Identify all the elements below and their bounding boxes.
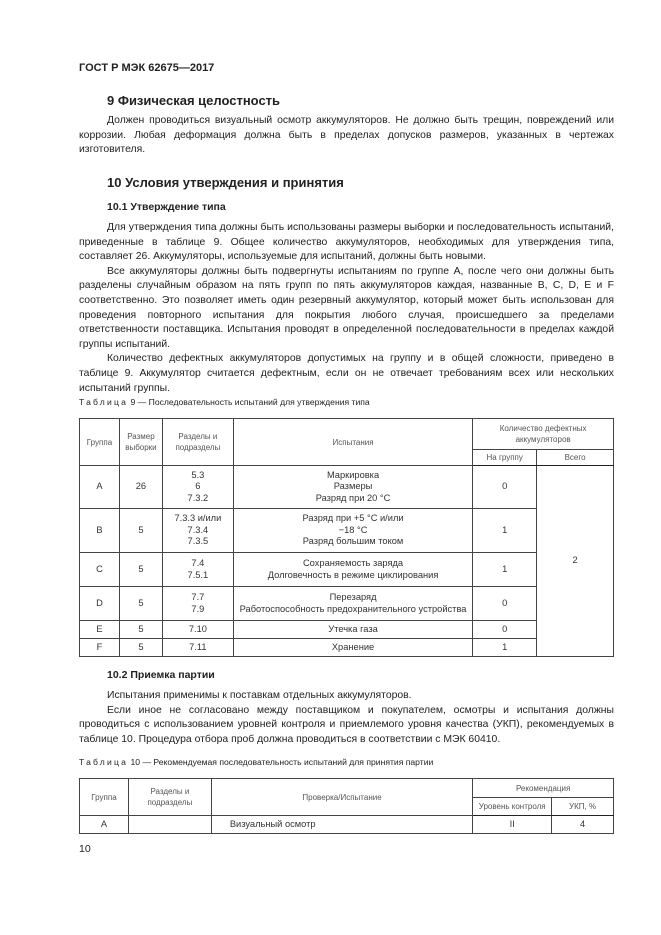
section-10-1-body bbox=[79, 221, 614, 396]
cell-tests bbox=[233, 466, 472, 509]
header-defects: Количество дефектных аккумуляторов bbox=[473, 419, 614, 450]
header-total: Всего bbox=[537, 450, 614, 466]
cell-per-group: 1 bbox=[473, 509, 537, 553]
test-name: Разряд большим током bbox=[302, 536, 404, 547]
paragraph: Если иное не согласовано между поставщиком и покупателем, осмотры и испытания должны проводиться с использованием уровней контроля и приемлемого уровня качества (УКП), рекомендуемых в таблице 10. Процедура отбора проб должна проводиться в соответствии с МЭК 60410. bbox=[79, 704, 614, 745]
paragraph: Все аккумуляторы должны быть подвергнуты испытаниям по группе А, после чего они должны быть разделены случайным образом на пять групп по пять аккумуляторов каждая, названные B, C, D, E и F соответственно. Это позволяет иметь один резервный аккумулятор, который может быть использован для проведения повторного испытания для покрытия любого случая, происшедшего за пределами ответственности поставщика. Испытания проводят в определенной последовательности в пределах каждой группы испытаний. bbox=[79, 265, 614, 350]
cell-total: 2 bbox=[537, 466, 614, 657]
cell-sample: 5 bbox=[119, 621, 162, 639]
cell-sample: 26 bbox=[119, 466, 162, 509]
section-ref: 7.3.3 и/или bbox=[174, 513, 222, 524]
cell-group: D bbox=[80, 587, 120, 621]
table-row bbox=[80, 587, 614, 621]
section-ref: 7.5.1 bbox=[187, 569, 209, 580]
cell-per-group: 0 bbox=[473, 466, 537, 509]
test-name: Сохраняемость заряда bbox=[302, 558, 404, 568]
cell-sections bbox=[128, 816, 211, 834]
section-ref: 7.4 bbox=[191, 558, 205, 568]
section-10-title: 10 Условия утверждения и принятия bbox=[107, 175, 344, 190]
section-ref: 7.3.4 bbox=[187, 524, 209, 535]
cell-check: Визуальный осмотр bbox=[211, 816, 472, 834]
section-ref: 7.3.5 bbox=[187, 536, 209, 547]
test-name: Маркировка bbox=[326, 469, 380, 480]
cell-group: A bbox=[80, 466, 120, 509]
cell-sections bbox=[162, 509, 233, 553]
table-row bbox=[80, 639, 614, 657]
header-aql: УКП, % bbox=[552, 798, 614, 816]
header-group: Группа bbox=[80, 779, 129, 816]
cell-per-group: 0 bbox=[473, 587, 537, 621]
table-row bbox=[80, 466, 614, 509]
header-level: Уровень контроля bbox=[473, 798, 552, 816]
document-header: ГОСТ Р МЭК 62675—2017 bbox=[79, 62, 215, 74]
header-group: Группа bbox=[80, 419, 120, 466]
cell-group: B bbox=[80, 509, 120, 553]
header-sample: Размер выборки bbox=[119, 419, 162, 466]
section-10-1-title: 10.1 Утверждение типа bbox=[107, 201, 226, 213]
cell-sample: 5 bbox=[119, 639, 162, 657]
caption-prefix: Таблица bbox=[79, 757, 129, 767]
cell-per-group: 0 bbox=[473, 621, 537, 639]
cell-per-group: 1 bbox=[473, 639, 537, 657]
table-9 bbox=[79, 418, 614, 657]
section-9-title: 9 Физическая целостность bbox=[107, 93, 281, 108]
caption-prefix: Таблица bbox=[79, 397, 129, 407]
header-sections: Разделы и подразделы bbox=[162, 419, 233, 466]
table-row bbox=[80, 621, 614, 639]
test-name: Работоспособность предохранительного устройства bbox=[239, 603, 467, 614]
table-10-caption bbox=[79, 757, 433, 767]
section-ref: 6 bbox=[195, 481, 201, 492]
cell-tests: Хранение bbox=[233, 639, 472, 657]
header-sections: Разделы и подразделы bbox=[128, 779, 211, 816]
cell-group: F bbox=[80, 639, 120, 657]
cell-sections bbox=[162, 466, 233, 509]
header-recommendation: Рекомендация bbox=[473, 779, 614, 798]
cell-sample: 5 bbox=[119, 509, 162, 553]
cell-per-group: 1 bbox=[473, 553, 537, 587]
cell-group: C bbox=[80, 553, 120, 587]
header-per-group: На группу bbox=[473, 450, 537, 466]
cell-tests bbox=[233, 587, 472, 621]
caption-text: 10 — Рекомендуемая последовательность испытаний для принятия партии bbox=[128, 757, 434, 767]
header-check: Проверка/Испытание bbox=[211, 779, 472, 816]
paragraph: Должен проводиться визуальный осмотр аккумуляторов. Не должно быть трещин, повреждений или коррозии. Любая деформация должна быть в пределах допусков размеров, указанных в чертежах изготовителя. bbox=[79, 115, 614, 156]
section-ref: 5.3 bbox=[191, 469, 205, 480]
cell-sections bbox=[162, 553, 233, 587]
table-10 bbox=[79, 778, 614, 834]
test-name: Разряд при 20 °С bbox=[315, 492, 391, 503]
section-9-body bbox=[79, 114, 614, 158]
page-number: 10 bbox=[79, 843, 91, 855]
section-10-2-title: 10.2 Приемка партии bbox=[107, 669, 215, 681]
cell-sections bbox=[162, 587, 233, 621]
test-name: Разряд при +5 °С и/или bbox=[302, 513, 404, 524]
cell-tests bbox=[233, 553, 472, 587]
test-name: −18 °С bbox=[338, 524, 368, 535]
test-name: Долговечность в режиме циклирования bbox=[267, 569, 439, 580]
section-ref: 7.3.2 bbox=[187, 492, 209, 503]
paragraph: Испытания применимы к поставкам отдельных аккумуляторов. bbox=[107, 690, 412, 701]
test-name: Перезаряд bbox=[329, 592, 377, 602]
test-name: Размеры bbox=[333, 481, 373, 492]
cell-group: A bbox=[80, 816, 129, 834]
table-row bbox=[80, 509, 614, 553]
paragraph: Для утверждения типа должны быть использованы размеры выборки и последовательность испытаний, приведенные в таблице 9. Общее количество аккумуляторов, необходимых для утверждения типа, составляет 26. Аккумуляторы, используемые для испытаний, должны быть новыми. bbox=[79, 222, 614, 263]
header-tests: Испытания bbox=[233, 419, 472, 466]
cell-sections: 7.10 bbox=[162, 621, 233, 639]
cell-sections: 7.11 bbox=[162, 639, 233, 657]
cell-tests bbox=[233, 509, 472, 553]
cell-tests: Утечка газа bbox=[233, 621, 472, 639]
paragraph: Количество дефектных аккумуляторов допустимых на группу и в общей сложности, приведено в таблице 9. Аккумулятор считается дефектным, если он не отвечает требованиям всех или нескольких испытаний группы. bbox=[79, 353, 614, 394]
section-ref: 7.7 bbox=[191, 592, 205, 602]
table-row bbox=[80, 816, 614, 834]
section-10-2-body bbox=[79, 689, 614, 747]
section-ref: 7.9 bbox=[191, 603, 205, 614]
cell-level: II bbox=[473, 816, 552, 834]
cell-aql: 4 bbox=[552, 816, 614, 834]
table-row bbox=[80, 553, 614, 587]
cell-group: E bbox=[80, 621, 120, 639]
table-9-caption bbox=[79, 397, 370, 407]
cell-sample: 5 bbox=[119, 587, 162, 621]
cell-sample: 5 bbox=[119, 553, 162, 587]
caption-text: 9 — Последовательность испытаний для утверждения типа bbox=[128, 397, 370, 407]
